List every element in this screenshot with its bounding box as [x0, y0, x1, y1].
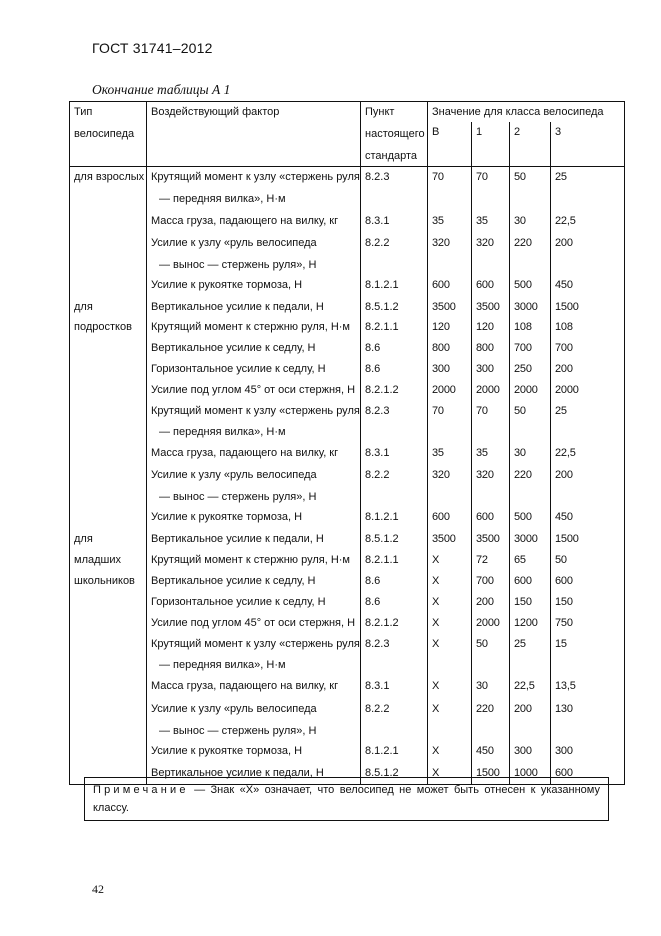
cell-clause: 8.2.3: [361, 167, 428, 190]
cell-class-value: [510, 189, 551, 211]
cell-factor: Крутящий момент к узлу «стержень руля: [147, 167, 361, 190]
cell-class-value: 750: [555, 617, 573, 629]
cell-clause: [361, 487, 428, 507]
table-row: [70, 297, 625, 317]
cell-class-value: 200: [555, 469, 573, 481]
cell-class-value: 2000: [472, 613, 510, 634]
table-row: [70, 211, 625, 233]
cell-bicycle-type: [70, 721, 147, 741]
cell-clause: 8.1.2.1: [361, 741, 428, 763]
cell-class-value: 300: [555, 745, 573, 757]
cell-factor: Усилие к рукоятке тормоза, Н: [147, 741, 361, 763]
cell-class-value: 72: [472, 550, 510, 571]
cell-bicycle-type: [70, 571, 147, 592]
cell-clause: 8.5.1.2: [361, 297, 428, 317]
cell-clause: 8.2.1.2: [361, 613, 428, 634]
cell-factor: — вынос — стержень руля», Н: [147, 255, 361, 275]
table-row: [70, 592, 625, 613]
cell-clause: 8.3.1: [361, 676, 428, 699]
table-row: [70, 507, 625, 529]
cell-bicycle-type: [70, 167, 147, 190]
table-row: [70, 487, 625, 507]
bicycle-type-label: школьников: [74, 575, 135, 587]
cell-class-value: 320: [472, 233, 510, 255]
cell-class-value: X: [428, 699, 472, 721]
cell-class-value: 25: [551, 167, 625, 190]
cell-class-value: 200: [510, 699, 551, 721]
cell-class-value: 500: [510, 275, 551, 297]
cell-bicycle-type: [70, 338, 147, 359]
cell-class-value: 25: [555, 405, 567, 417]
cell-class-value: [551, 721, 625, 741]
cell-class-value: [510, 255, 551, 275]
cell-clause: 8.6: [361, 338, 428, 359]
bicycle-type-label: для взрослых: [74, 171, 145, 183]
cell-class-value: 120: [428, 317, 472, 338]
cell-clause: 8.5.1.2: [361, 763, 428, 785]
cell-bicycle-type: [70, 465, 147, 487]
header-cell-type: [70, 102, 147, 167]
cell-factor: Вертикальное усилие к педали, Н: [147, 297, 361, 317]
cell-clause: 8.2.2: [361, 233, 428, 255]
cell-class-value: 800: [472, 338, 510, 359]
cell-bicycle-type: [70, 634, 147, 655]
cell-class-value: 300: [428, 359, 472, 380]
cell-factor: Вертикальное усилие к педали, Н: [147, 529, 361, 550]
cell-class-value: [472, 487, 510, 507]
cell-clause: [361, 721, 428, 741]
cell-class-value: 3500: [428, 297, 472, 317]
cell-class-value: 50: [472, 634, 510, 655]
cell-class-value: 35: [428, 443, 472, 465]
cell-class-value: 2000: [510, 380, 551, 401]
cell-factor: Вертикальное усилие к седлу, Н: [147, 571, 361, 592]
cell-class-value: 22,5: [555, 215, 576, 227]
cell-class-value: 500: [510, 507, 551, 529]
cell-class-value: [510, 422, 551, 443]
cell-class-value: 700: [510, 338, 551, 359]
cell-clause: 8.2.1.1: [361, 550, 428, 571]
cell-class-value: 1200: [510, 613, 551, 634]
cell-class-value: 700: [472, 571, 510, 592]
header-cell-factor: Воздействующий фактор: [147, 102, 361, 167]
header-class-2: 2: [510, 122, 551, 167]
cell-bicycle-type: [70, 655, 147, 676]
cell-bicycle-type: [70, 401, 147, 422]
cell-clause: 8.1.2.1: [361, 275, 428, 297]
cell-class-value: X: [428, 634, 472, 655]
cell-class-value: 700: [555, 342, 573, 354]
header-class-3: 3: [555, 126, 562, 138]
cell-bicycle-type: [70, 233, 147, 255]
cell-factor: Крутящий момент к стержню руля, Н·м: [147, 550, 361, 571]
cell-factor: — передняя вилка», Н·м: [147, 655, 361, 676]
cell-class-value: X: [428, 676, 472, 699]
header-type-line1: Тип: [74, 106, 93, 118]
cell-class-value: [510, 655, 551, 676]
cell-class-value: 600: [472, 507, 510, 529]
cell-factor: — передняя вилка», Н·м: [147, 422, 361, 443]
table-row: [70, 741, 625, 763]
cell-bicycle-type: [70, 741, 147, 763]
page-number: 42: [92, 882, 104, 896]
cell-class-value: [551, 655, 625, 676]
cell-class-value: X: [428, 741, 472, 763]
cell-class-value: [428, 487, 472, 507]
cell-class-value: 30: [510, 443, 551, 465]
cell-class-value: X: [428, 571, 472, 592]
cell-class-value: 600: [428, 507, 472, 529]
cell-class-value: 150: [555, 596, 573, 608]
note-label: Примечание: [93, 784, 189, 796]
cell-class-value: 200: [555, 237, 573, 249]
cell-class-value: 220: [510, 465, 551, 487]
cell-clause: 8.6: [361, 592, 428, 613]
table-row: [70, 255, 625, 275]
cell-class-value: X: [428, 613, 472, 634]
header-cell-class-values: Значение для класса велосипеда: [432, 106, 604, 118]
cell-clause: 8.2.2: [361, 465, 428, 487]
cell-factor: Горизонтальное усилие к седлу, Н: [147, 592, 361, 613]
cell-factor: — вынос — стержень руля», Н: [147, 487, 361, 507]
cell-factor: Масса груза, падающего на вилку, кг: [147, 443, 361, 465]
cell-class-value: 30: [510, 211, 551, 233]
cell-bicycle-type: [70, 380, 147, 401]
cell-factor: Усилие к рукоятке тормоза, Н: [147, 507, 361, 529]
cell-class-value: [510, 721, 551, 741]
cell-clause: [361, 422, 428, 443]
cell-class-value: 65: [510, 550, 551, 571]
cell-class-value: [510, 487, 551, 507]
table-caption: Окончание таблицы А 1: [92, 82, 231, 97]
cell-class-value: 320: [428, 233, 472, 255]
cell-factor: Усилие к узлу «руль велосипеда: [147, 699, 361, 721]
cell-class-value: 200: [472, 592, 510, 613]
cell-factor: Масса груза, падающего на вилку, кг: [147, 211, 361, 233]
cell-clause: 8.3.1: [361, 211, 428, 233]
table-row: [70, 275, 625, 297]
cell-class-value: [551, 189, 625, 211]
cell-class-value: 3500: [428, 529, 472, 550]
cell-class-value: [428, 255, 472, 275]
cell-class-value: 130: [555, 703, 573, 715]
cell-class-value: 35: [472, 211, 510, 233]
table-row: [70, 422, 625, 443]
cell-class-value: 150: [510, 592, 551, 613]
cell-class-value: 108: [555, 321, 573, 333]
table-row: [70, 721, 625, 741]
cell-class-value: 3500: [472, 297, 510, 317]
cell-factor: Усилие под углом 45° от оси стержня, Н: [147, 613, 361, 634]
cell-bicycle-type: [70, 297, 147, 317]
cell-class-value: 300: [510, 741, 551, 763]
cell-clause: 8.2.1.2: [361, 380, 428, 401]
cell-class-value: 600: [428, 275, 472, 297]
cell-factor: Крутящий момент к стержню руля, Н·м: [147, 317, 361, 338]
cell-clause: 8.2.2: [361, 699, 428, 721]
table-row: [70, 676, 625, 699]
cell-class-value: 50: [510, 167, 551, 190]
table-row: [70, 655, 625, 676]
cell-class-value: 50: [510, 401, 551, 422]
cell-class-value: 15: [555, 638, 567, 650]
cell-clause: 8.2.1.1: [361, 317, 428, 338]
cell-class-value: X: [428, 592, 472, 613]
header-class-1: 1: [472, 122, 510, 167]
header-clause-line1: Пункт: [365, 106, 395, 118]
cell-class-value: 1500: [555, 533, 579, 545]
cell-class-value: [428, 422, 472, 443]
table-note: [84, 777, 609, 821]
bicycle-type-label: подростков: [74, 321, 132, 333]
cell-factor: Крутящий момент к узлу «стержень руля: [147, 634, 361, 655]
cell-clause: 8.1.2.1: [361, 507, 428, 529]
cell-bicycle-type: [70, 592, 147, 613]
cell-class-value: 13,5: [555, 680, 576, 692]
cell-factor: — вынос — стержень руля», Н: [147, 721, 361, 741]
table-row: [70, 571, 625, 592]
table-row: [70, 233, 625, 255]
cell-factor: Усилие под углом 45° от оси стержня, Н: [147, 380, 361, 401]
cell-factor: Крутящий момент к узлу «стержень руля: [147, 401, 361, 422]
cell-class-value: [472, 255, 510, 275]
cell-class-value: 600: [510, 571, 551, 592]
table-row: [70, 443, 625, 465]
cell-bicycle-type: [70, 676, 147, 699]
cell-class-value: 1000: [510, 763, 551, 785]
cell-class-value: 1500: [555, 301, 579, 313]
cell-class-value: 2000: [428, 380, 472, 401]
cell-class-value: [428, 721, 472, 741]
table-row: [70, 359, 625, 380]
cell-bicycle-type: [70, 422, 147, 443]
bicycle-type-label: для: [74, 533, 93, 545]
table-row: [70, 167, 625, 190]
cell-class-value: 300: [472, 359, 510, 380]
table-header-row-1: [70, 102, 625, 123]
cell-bicycle-type: [70, 507, 147, 529]
cell-bicycle-type: [70, 699, 147, 721]
table-row: [70, 338, 625, 359]
header-class-b: В: [428, 122, 472, 167]
cell-class-value: 220: [510, 233, 551, 255]
cell-class-value: 3000: [510, 297, 551, 317]
cell-clause: [361, 655, 428, 676]
cell-class-value: 600: [555, 575, 573, 587]
cell-class-value: 450: [472, 741, 510, 763]
cell-class-value: 320: [428, 465, 472, 487]
cell-class-value: 120: [472, 317, 510, 338]
cell-bicycle-type: [70, 443, 147, 465]
cell-class-value: 70: [428, 167, 472, 190]
table-row: [70, 380, 625, 401]
cell-bicycle-type: [70, 317, 147, 338]
cell-bicycle-type: [70, 275, 147, 297]
bicycle-test-table: [69, 101, 625, 785]
table-row: [70, 699, 625, 721]
cell-class-value: 220: [472, 699, 510, 721]
cell-class-value: 70: [472, 167, 510, 190]
cell-class-value: 70: [472, 401, 510, 422]
cell-factor: Вертикальное усилие к седлу, Н: [147, 338, 361, 359]
cell-class-value: [551, 487, 625, 507]
cell-class-value: 30: [472, 676, 510, 699]
bicycle-type-label: для: [74, 301, 93, 313]
cell-class-value: 1500: [472, 763, 510, 785]
cell-class-value: 108: [510, 317, 551, 338]
cell-class-value: [551, 255, 625, 275]
cell-clause: [361, 255, 428, 275]
cell-factor: Масса груза, падающего на вилку, кг: [147, 676, 361, 699]
cell-class-value: 2000: [555, 384, 579, 396]
cell-class-value: X: [428, 763, 472, 785]
table-row: [70, 613, 625, 634]
cell-bicycle-type: [70, 529, 147, 550]
cell-class-value: 22,5: [555, 447, 576, 459]
cell-class-value: 600: [555, 767, 573, 779]
cell-clause: 8.6: [361, 571, 428, 592]
cell-factor: Вертикальное усилие к педали, Н: [147, 763, 361, 785]
cell-bicycle-type: [70, 550, 147, 571]
cell-class-value: 3000: [510, 529, 551, 550]
cell-clause: [361, 189, 428, 211]
table-row: [70, 401, 625, 422]
cell-class-value: [472, 655, 510, 676]
cell-bicycle-type: [70, 255, 147, 275]
header-clause-line3: стандарта: [365, 150, 418, 162]
cell-class-value: 200: [555, 363, 573, 375]
cell-class-value: 70: [428, 401, 472, 422]
bicycle-type-label: младших: [74, 554, 121, 566]
cell-clause: 8.2.3: [361, 401, 428, 422]
cell-class-value: 3500: [472, 529, 510, 550]
cell-class-value: 25: [510, 634, 551, 655]
cell-class-value: [472, 422, 510, 443]
table-row: [70, 550, 625, 571]
cell-class-value: 450: [555, 279, 573, 291]
cell-class-value: X: [428, 550, 472, 571]
cell-class-value: [472, 189, 510, 211]
table-row: [70, 317, 625, 338]
cell-class-value: 600: [472, 275, 510, 297]
cell-clause: 8.6: [361, 359, 428, 380]
table-row: [70, 189, 625, 211]
header-cell-clause: [361, 102, 428, 167]
cell-class-value: [428, 189, 472, 211]
note-text: — Знак «Х» означает, что велосипед не может быть отнесен к указанному классу.: [93, 784, 600, 814]
cell-bicycle-type: [70, 189, 147, 211]
cell-class-value: 320: [472, 465, 510, 487]
table-row: [70, 634, 625, 655]
cell-bicycle-type: [70, 359, 147, 380]
cell-class-value: 35: [428, 211, 472, 233]
header-type-line2: велосипеда: [74, 128, 135, 140]
cell-bicycle-type: [70, 613, 147, 634]
document-standard-code: ГОСТ 31741–2012: [92, 40, 213, 56]
cell-clause: 8.2.3: [361, 634, 428, 655]
header-clause-line2: настоящего: [365, 128, 425, 140]
cell-class-value: 800: [428, 338, 472, 359]
cell-factor: Горизонтальное усилие к седлу, Н: [147, 359, 361, 380]
cell-factor: Усилие к узлу «руль велосипеда: [147, 233, 361, 255]
cell-class-value: 22,5: [510, 676, 551, 699]
table-row: [70, 529, 625, 550]
cell-class-value: 50: [555, 554, 567, 566]
table-row: [70, 465, 625, 487]
cell-class-value: [472, 721, 510, 741]
cell-class-value: [551, 422, 625, 443]
cell-clause: 8.5.1.2: [361, 529, 428, 550]
cell-bicycle-type: [70, 211, 147, 233]
cell-bicycle-type: [70, 487, 147, 507]
cell-class-value: 250: [510, 359, 551, 380]
cell-class-value: [428, 655, 472, 676]
cell-factor: — передняя вилка», Н·м: [147, 189, 361, 211]
cell-factor: Усилие к узлу «руль велосипеда: [147, 465, 361, 487]
cell-factor: Усилие к рукоятке тормоза, Н: [147, 275, 361, 297]
cell-clause: 8.3.1: [361, 443, 428, 465]
cell-class-value: 2000: [472, 380, 510, 401]
cell-class-value: 450: [555, 511, 573, 523]
cell-class-value: 35: [472, 443, 510, 465]
